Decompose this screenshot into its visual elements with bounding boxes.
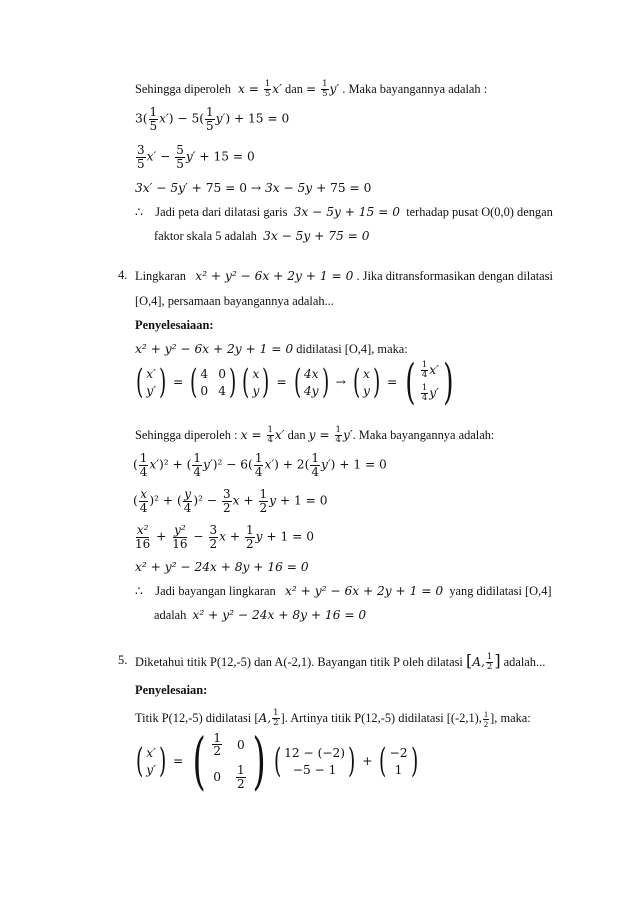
problem5-question-line: Diketahui titik P(12,-5) dan A(-2,1). Bayangan titik P oleh dilatasi [A, $\frac{1}{2}$ ] adalah... (135, 651, 546, 672)
problem5-number: 5. (118, 653, 128, 667)
problem5-line1-text1: Titik P(12,-5) didilatasi [ (135, 710, 259, 725)
problem4-q-eq: x² + y² − 6x + 2y + 1 = 0 (195, 269, 354, 283)
problem4-sehingga-text: Sehingga diperoleh : (135, 427, 238, 442)
problem5-line1-text3: ], maka: (490, 710, 531, 725)
problem4-number: 4. (118, 268, 128, 282)
problem4-therefore-symbol: ∴ (135, 584, 143, 598)
problem4-line1-eq: x² + y² − 6x + 2y + 1 = 0 (135, 342, 294, 356)
top-conclusion-result: 3x − 5y + 75 = 0 (263, 229, 370, 243)
top-sehingga-line: Sehingga diperoleh x = $\frac{1}{5}$ x′ dan = $\frac{1}{5}$ y′ . Maka bayangannya adalah : (135, 79, 488, 99)
problem4-heading: Penyelesaiaan: (135, 318, 214, 332)
problem4-line1-text: didilatasi [O,4], maka: (296, 342, 408, 356)
problem4-conclusion-text2: yang didilatasi [O,4] (449, 584, 552, 598)
problem4-maka-text: . Maka bayangannya adalah: (352, 427, 495, 442)
problem4-eq4: x² + y² − 24x + 8y + 16 = 0 (135, 560, 309, 574)
problem4-sehingga-line: Sehingga diperoleh : x = $\frac{1}{4}$ x′ dan y = $\frac{1}{4}$ y′. Maka bayangannya adalah: (135, 425, 495, 445)
problem4-conclusion-eq: x² + y² − 6x + 2y + 1 = 0 (285, 584, 444, 598)
problem4-conclusion-line2 (154, 607, 366, 623)
problem4-conclusion-text1: Jadi bayangan lingkaran (155, 584, 276, 598)
top-conclusion-line2 (154, 228, 370, 244)
top-maka-text: . Maka bayangannya adalah : (342, 81, 488, 96)
problem4-question-line1 (135, 268, 553, 284)
top-conclusion-text1: Jadi peta dari dilatasi garis (155, 205, 288, 219)
therefore-symbol: ∴ (135, 205, 143, 219)
problem4-question-line2: [O,4], persamaan bayangannya adalah... (135, 294, 334, 308)
problem4-conclusion-text3: adalah (154, 608, 187, 622)
top-conclusion-line1 (135, 204, 553, 220)
top-conclusion-text2: terhadap pusat O(0,0) dengan (406, 205, 553, 219)
problem4-matrix-equation: ( x′ y′ ) = ( 4 0 0 4 ) ( x y ) = ( 4x 4y ) → ( x y ) = ( $\frac{1}{4}$ x′ $\frac{1}{4}$ y′ ) (135, 354, 454, 410)
problem4-eq1: ( $\frac{1}{4}$ x′)² + ( $\frac{1}{4}$ y′)² − 6( $\frac{1}{4}$ x′) + 2( $\frac{1}{4}$ y′) + 1 = 0 (133, 451, 387, 479)
top-conclusion-eq: 3x − 5y + 15 = 0 (293, 205, 401, 219)
problem4-dan-text: dan (287, 427, 306, 442)
problem5-line1-text2: ]. Artinya titik P(12,-5) didilatasi [(-2,1), (280, 710, 482, 725)
top-eq3: 3x′ − 5y′ + 75 = 0 → 3x − 5y + 75 = 0 (135, 181, 372, 195)
problem5-line1: Titik P(12,-5) didilatasi [A, $\frac{1}{2}$ ]. Artinya titik P(12,-5) didilatasi [(-2,1), $\frac{1}{2}$ ], maka: (135, 708, 531, 729)
problem4-q-text1: Lingkaran (135, 269, 186, 283)
problem4-conclusion-result: x² + y² − 24x + 8y + 16 = 0 (192, 608, 367, 622)
problem5-q-text1: Diketahui titik P(12,-5) dan A(-2,1). Bayangan titik P oleh dilatasi (135, 655, 463, 669)
problem4-conclusion-line1 (135, 583, 552, 599)
problem4-eq2: ( $\frac{x}{4}$ )² + ( $\frac{y}{4}$ )² − $\frac{3}{2}$ x + $\frac{1}{2}$ y + 1 = 0 (133, 487, 328, 515)
problem5-heading: Penyelesaian: (135, 683, 208, 697)
top-conclusion-text3: faktor skala 5 adalah (154, 229, 257, 243)
top-dan-text: dan (285, 81, 303, 96)
top-sehingga-text: Sehingga diperoleh (135, 81, 232, 96)
top-eq2: $\frac{3}{5}$ x′ − $\frac{5}{5}$ y′ + 15 = 0 (137, 143, 255, 171)
problem5-q-text2: adalah... (503, 655, 546, 669)
problem5-matrix-equation: ( x′ y′ ) = ( $\frac{1}{2}$ 0 0 $\frac{1}{2}$ ) ( 12 − (−2) −5 − 1 ) + ( −2 1 ) (135, 724, 418, 797)
problem4-eq3: $\frac{\text{x²}}{16}$ + $\frac{\text{y²}}{16}$ − $\frac{3}{2}$ x + $\frac{1}{2}$ y + 1 = 0 (135, 523, 314, 551)
problem4-q-text2: . Jika ditransformasikan dengan dilatasi (356, 269, 553, 283)
top-eq1: 3( $\frac{1}{5}$ x′) − 5( $\frac{1}{5}$ y′) + 15 = 0 (135, 105, 290, 133)
problem4-line1 (135, 341, 408, 357)
